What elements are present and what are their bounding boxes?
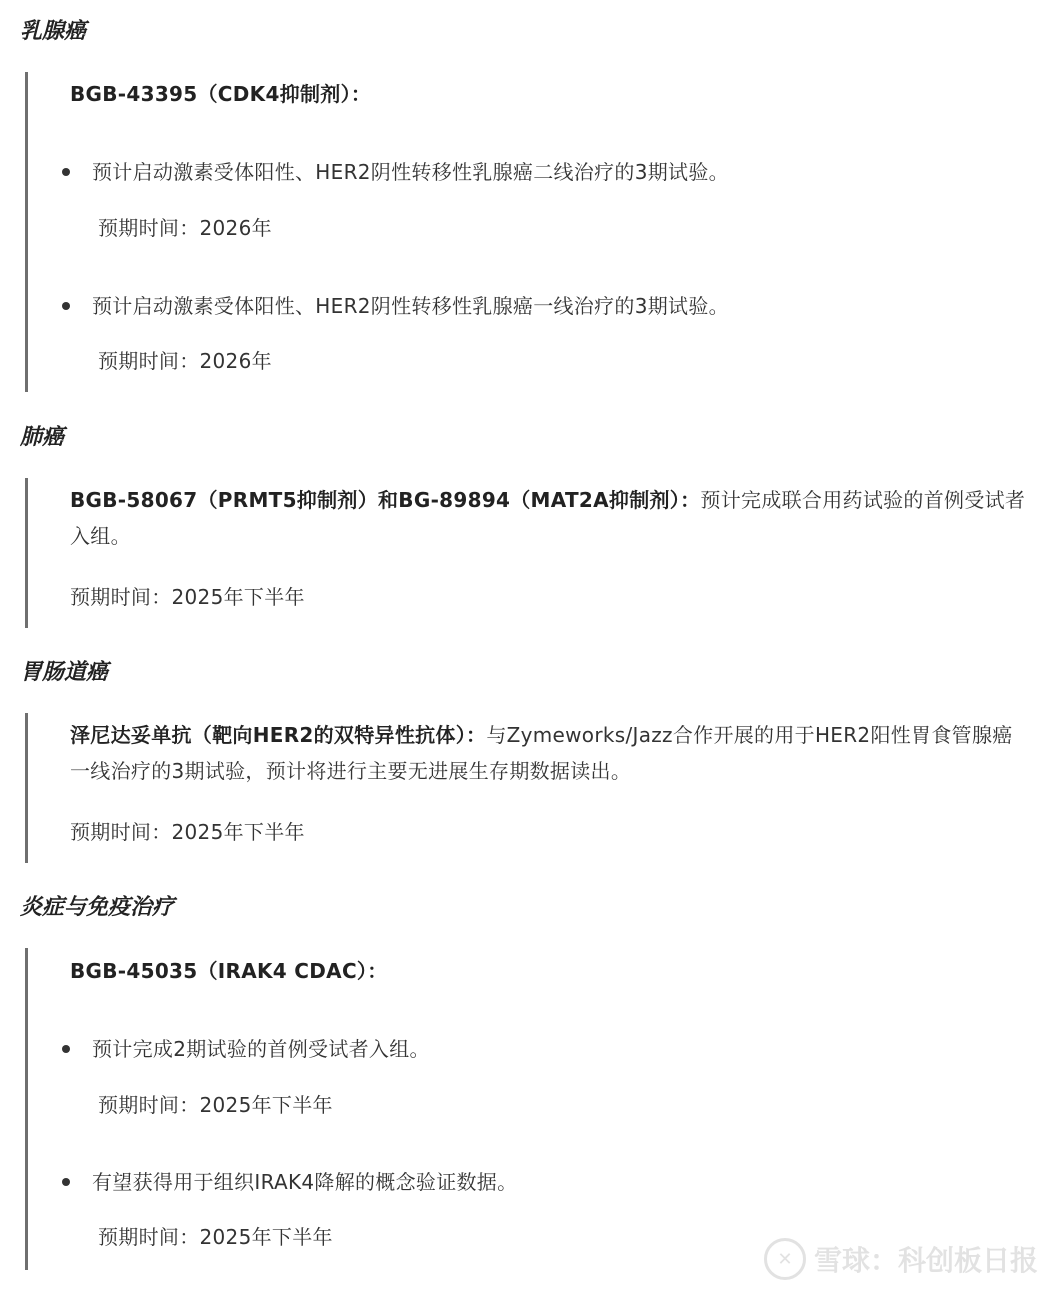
bullet — [62, 302, 70, 310]
bullet — [62, 168, 70, 176]
list-item-text: 预计启动激素受体阳性、HER2阴性转移性乳腺癌一线治疗的3期试验。 — [92, 294, 729, 318]
list-item-text: 预计完成2期试验的首例受试者入组。 — [92, 1037, 430, 1061]
list-item-text: 有望获得用于组织IRAK4降解的概念验证数据。 — [92, 1170, 518, 1194]
expected-date: 预期时间：2025年下半年 — [98, 1093, 333, 1117]
xueqiu-logo-icon: ✕ — [764, 1238, 806, 1280]
blockquote-lung-cancer — [25, 478, 1048, 628]
drug-heading: BGB-58067（PRMT5抑制剂）和BG-89894（MAT2A抑制剂）： — [70, 488, 701, 512]
section-title-inflammation-immunology: 炎症与免疫治疗 — [20, 895, 175, 920]
paragraph — [70, 482, 1032, 554]
expected-date: 预期时间：2025年下半年 — [70, 585, 305, 609]
watermark — [764, 1238, 1038, 1280]
expected-date: 预期时间：2025年下半年 — [70, 820, 305, 844]
blockquote-gi-cancer — [25, 713, 1048, 863]
list-item-text: 预计启动激素受体阳性、HER2阴性转移性乳腺癌二线治疗的3期试验。 — [92, 160, 729, 184]
section-title-breast-cancer: 乳腺癌 — [20, 19, 87, 44]
expected-date: 预期时间：2025年下半年 — [98, 1225, 333, 1249]
watermark-text: 雪球：科创板日报 — [813, 1244, 1038, 1277]
section-title-lung-cancer: 肺癌 — [20, 425, 65, 450]
blockquote-breast-cancer — [25, 72, 1048, 392]
paragraph-text: 预计完成联合用药试验的首例受试者入组。 — [70, 488, 1026, 548]
bullet — [62, 1178, 70, 1186]
paragraph-text: 与Zymeworks/Jazz合作开展的用于HER2阳性胃食管腺癌一线治疗的3期试验，预计将进行主要无进展生存期数据读出。 — [70, 723, 1013, 783]
expected-date: 预期时间：2026年 — [98, 349, 272, 373]
drug-heading: 泽尼达妥单抗（靶向HER2的双特异性抗体）： — [70, 723, 487, 747]
section-title-gi-cancer: 胃肠道癌 — [20, 660, 109, 685]
blockquote-inflammation-immunology — [25, 948, 1048, 1270]
expected-date: 预期时间：2026年 — [98, 216, 272, 240]
bullet — [62, 1045, 70, 1053]
drug-heading: BGB-43395（CDK4抑制剂）： — [70, 82, 372, 106]
paragraph — [70, 717, 1032, 789]
drug-heading: BGB-45035（IRAK4 CDAC）： — [70, 959, 388, 983]
